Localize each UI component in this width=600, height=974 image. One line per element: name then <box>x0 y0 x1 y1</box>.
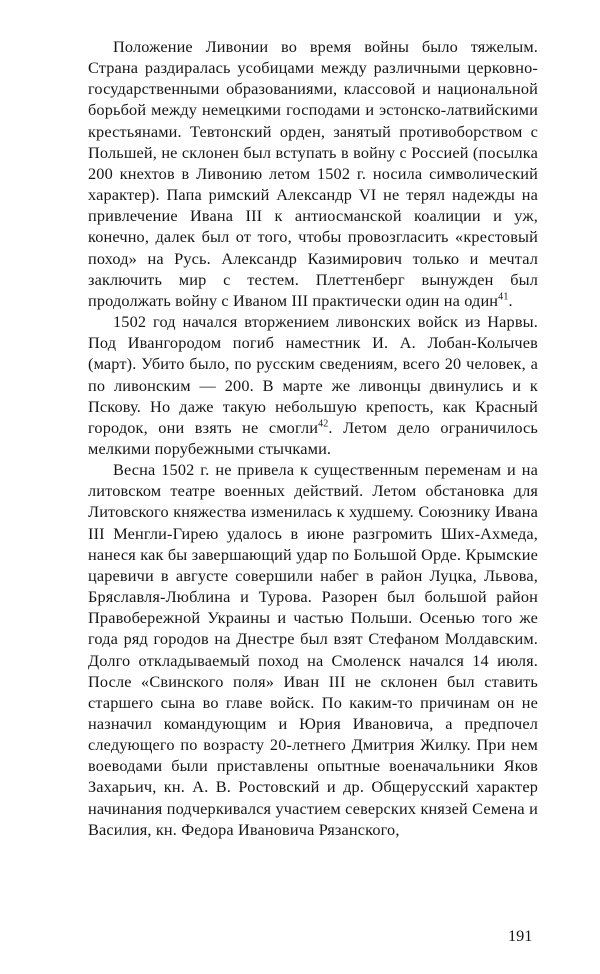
paragraph-1502-invasion <box>88 311 538 459</box>
paragraph-spring-1502 <box>88 459 538 840</box>
paragraph-text: Весна 1502 г. не привела к существенным переменам и на литовском театре военных действий. Летом обстановка для Литовского княжества изменилась к худшему. Союзнику Ивана III Менгли-Гирею удалось в июне разгромить Ших-Ахмеда, нанеся как бы завершающий удар по Большой Орде. Крымские царевичи в августе совершили набег в район Луцка, Львова, Бряславля-Люблина и Турова. Разорен был большой район Правобережной Украины и частью Польши. Осенью того же года ряд городов на Днестре был взят Стефаном Молдавским. Долго откладываемый поход на Смоленск начался 14 июля. После «Свинского поля» Иван III не склонен был ставить старшего сына во главе войск. По каким-то причинам он не назначил командующим и Юрия Ивановича, а предпочел следующего по возрасту 20-летнего Дмитрия Жилку. При нем воеводами были приставлены опытные военачальники Яков Захарьич, кн. А. В. Ростовский и др. Общерусский характер начинания подчеркивался участием северских князей Семена и Василия, кн. Федора Ивановича Рязанского, <box>88 460 538 839</box>
page-number: 191 <box>508 926 533 945</box>
paragraph-text: Положение Ливонии во время войны было тяжелым. Страна раздиралась усобицами между различными церковно-государственными образованиями, классовой и национальной борьбой между немецкими господами и эстонско-латвийскими крестьянами. Тевтонский орден, занятый противоборством с Польшей, не склонен был вступать в войну с Россией (посылка 200 кнехтов в Ливонию летом 1502 г. носила символический характер). Папа римский Александр VI не терял надежды на привлечение Ивана III к антиосманской коалиции и уж, конечно, далек был от того, чтобы провозгласить «крестовый поход» на Русь. Александр Казимирович только и мечтал заключить мир с тестем. Плеттенберг вынужден был продолжать войну с Иваном III практически один на один <box>88 37 538 310</box>
paragraph-text-end: . Летом дело ограничилось мелкими порубежными стычками. <box>88 417 538 458</box>
paragraph-livonia <box>88 36 538 311</box>
body-text <box>88 36 538 840</box>
paragraph-text-end: . <box>508 290 513 310</box>
footnote-marker: 42 <box>318 418 329 430</box>
footnote-marker: 41 <box>498 291 509 303</box>
paragraph-text: 1502 год начался вторжением ливонских войск из Нарвы. Под Ивангородом погиб наместник И. А. Лобан-Колычев (март). Убито было, по русским сведениям, всего 20 человек, а по ливонским — 200. В марте же ливонцы двинулись и к Пскову. Но даже такую небольшую крепость, как Красный городок, они взять не смогли <box>88 312 538 437</box>
